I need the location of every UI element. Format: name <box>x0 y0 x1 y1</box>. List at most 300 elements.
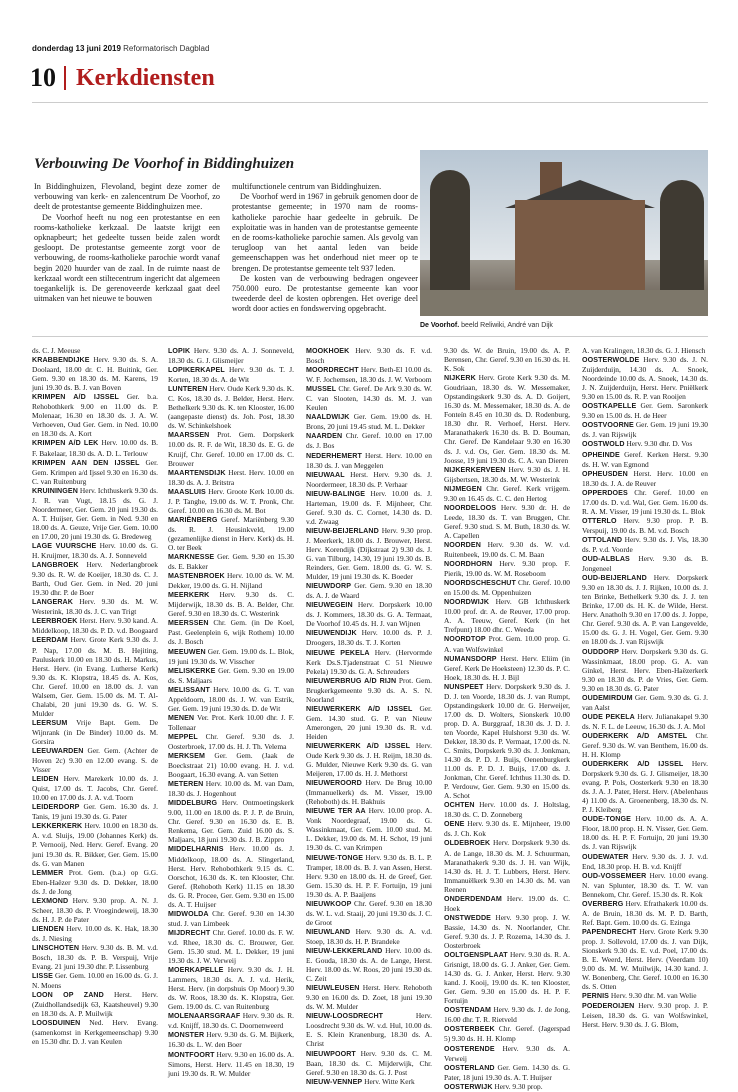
place-name: MERKSEM <box>168 752 205 761</box>
service-times: Herst. Herv. Rehoboth 9.30 en 16.00 ds. D. Zoet, 18 juni 19.30 ds. W. M. Mulder <box>306 983 432 1012</box>
service-times: Herv. 10.00 ds. M. van Dam, 18.30 ds. J. Hogenhout <box>168 779 294 799</box>
listing-entry <box>444 819 570 838</box>
service-times: Herv. 10.00 ds. J. Middelkoop, 18.00 ds. A. Slingerland, Herst. Herv. Rehobothkerk 9.15 ds. C. Oorschot, 16.30 ds. K. ten Klooster, Chr. Geref. (Rehoboth Kerk) 11.15 en 18.30 ds. G. R. Procee, Ger. Gem. 9.30 en 15.00 ds. A. T. Huijser <box>168 844 294 909</box>
place-name: OOSTERLAND <box>444 1063 495 1072</box>
service-times: Herv. 9.30 ds. J. N. Zuijderduijn, 14.30 ds. A. Snoek, Noordeinde 10.00 ds. A. Snoek, 14.30 ds. J. N. Zuijderduijn, Herst. Herv. Pniëlkerk 9.30 en 15.00 ds. R. P. van Rooijen <box>582 355 708 402</box>
listing-entry <box>306 1011 432 1048</box>
listing-entry <box>582 573 708 646</box>
place-name: NIEUWE-TONGE <box>306 853 364 862</box>
place-name: LOPIKERKAPEL <box>168 366 225 375</box>
place-name: NIEUWE PEKELA <box>306 648 370 657</box>
service-times: Herv. 9.30 ds. M. W. Westerink, 18.30 ds. J. C. van Trigt <box>32 597 158 617</box>
place-name: LEIDERDORP <box>32 803 80 812</box>
service-times: Ger. Gem. 9.30 en 19.00 ds. S. Maljaars <box>168 665 294 685</box>
service-times: Ver. Prot. Kerk 10.00 dhr. J. F. Tollenaar <box>168 712 294 732</box>
place-name: LOPIK <box>168 347 191 355</box>
service-times: Geref. Mariënberg 9.30 ds. R. J. Heusinkveld, 19.00 (gezamenlijke dienst in Herv. Kerk) ds. H. O. ter Beek <box>168 514 294 552</box>
service-times: Herv. 10.00 ds. A. A. Floor, 18.00 prop. H. N. Visser, Ger. Gem. 18.00 ds. H. P. F. Fortuijn, 20 juni 19.30 ds. J. van Rijswijk <box>582 814 708 852</box>
service-times: Chr. Geref. 10.00 en 17.00 ds. J. Bos <box>306 431 432 451</box>
service-times: Herv. 9.30 ds. J. H. Gijsbertsen, 18.30 ds. M. W. Westerink <box>444 464 570 484</box>
listing-entry <box>444 346 570 373</box>
listing-entry <box>444 559 570 578</box>
listing-entry <box>32 560 158 597</box>
masthead-date: donderdag 13 juni 2019 <box>32 44 121 53</box>
service-times: Herv. 9.30 ds. J. H. Lammers, 18.30 ds. A. J. v.d. Herik, Herst. Herv. (in dorpshuis Op Moor) 9.30 ds. W. Roos, 18.30 ds. K. Klopstra, Ger. Gem. 19.00 ds. C. van Ruitenburg <box>168 965 294 1012</box>
service-times: Chr. Geref. Kerk vrijgem. 9.30 en 16.45 ds. C. C. den Hertog <box>444 483 570 503</box>
article-column-1 <box>34 182 220 304</box>
place-name: NIEUWPOORT <box>306 1049 356 1058</box>
place-name: NIEUWE TER AA <box>306 807 366 816</box>
listing-entry <box>32 346 158 355</box>
service-times: Herv. 10.00 ds. W. M. Dekker, 19.00 ds. G. H. Nijland <box>168 571 294 591</box>
place-name: MOOKHOEK <box>306 347 350 355</box>
listing-entry <box>306 470 432 489</box>
listing-entry <box>306 648 432 676</box>
place-name: NOORDHORN <box>444 560 493 569</box>
place-name: LEXMOND <box>32 896 69 905</box>
place-name: MEERKERK <box>168 591 210 600</box>
listing-entry <box>306 778 432 806</box>
listing-entry <box>32 597 158 616</box>
listing-entry <box>444 373 570 464</box>
service-times: Herv. 10.00 evang. N. van Splunter, 18.30 ds. T. W. van Bennekom, Chr. Geref. 15.30 ds. R. Kok <box>582 870 708 899</box>
place-name: OUDEMIRDUM <box>582 693 633 702</box>
listing-entry <box>582 647 708 693</box>
place-name: NIEUWENDIJK <box>306 629 357 638</box>
service-times: Herv. 9.30 dr. H. de Leede, 18.30 ds. T. van Bruggen, Chr. Geref. 9.30 stud. S. M. Buth, 18.30 ds. W. A. Capellen <box>444 502 570 540</box>
listing-entry <box>582 899 708 927</box>
place-name: OPHEUSDEN <box>582 469 628 478</box>
place-name: NIEUW-BEIJERLAND <box>306 526 379 535</box>
place-name: PAPENDRECHT <box>582 927 637 936</box>
place-name: MEEUWEN <box>168 647 206 656</box>
service-times: Herv. Julianakapel 9.30 ds. N. F. L. de Leeuw, 16.30 ds. J. A. Mol <box>582 711 708 731</box>
listing-entry <box>168 844 294 908</box>
listing-entry <box>32 541 158 560</box>
service-times: Herst. Herv. 9.30 ds. J. Noordermeer, 18.30 ds. P. Verhaar <box>306 469 432 489</box>
listing-entry <box>168 965 294 1011</box>
listing-entry <box>32 802 158 821</box>
place-name: MENEN <box>168 713 195 722</box>
service-times: Chr. Geref. 9.30 ds. W. van Benthem, 16.00 ds. H. H. Klomp <box>582 730 708 760</box>
article-paragraph: De kosten van de verbouwing bedragen ongeveer 750.000 euro. De protestantse gemeente kan voor tweederde deel de kosten opbrengen. Het overige deel wordt door acties en fondswerving opgebracht. <box>232 273 418 314</box>
service-times: Herv. Dorpskerk 9.30 ds. G. J. Glismeijer, 18.30 evang. P. Pols, Oosterkerk 9.30 en 18.30 ds. J. A. J. Pater, Herst. Herv. (Abelenhaus 4) 11.00 ds. A. Groenenberg, 18.30 ds. N. P. J. Kleiberg <box>582 759 708 815</box>
place-name: OVERBERG <box>582 899 624 908</box>
place-name: OTTERLO <box>582 516 617 525</box>
service-times: Ger. Gem. 19.00 ds. H. Brons, 20 juni 19.45 stud. M. L. Dekker <box>306 412 432 432</box>
listing-entry <box>306 946 432 983</box>
service-times: Herv. 9.30 ds. W. v.d. Ruitenbeek, 19.00 ds. C. M. Baan <box>444 539 570 560</box>
place-name: LEERDAM <box>32 636 68 645</box>
place-name: OOSTKAPELLE <box>582 402 637 411</box>
service-times: Herv. 9.30 ds. R. v.d. Knijff, 18.30 ds. C. Doornenweerd <box>168 1011 294 1031</box>
listing-entry <box>306 1077 432 1087</box>
service-times: Ger. Gem. 9.30 en 18.30 ds. A. J. de Waard <box>306 581 432 601</box>
listing-entry <box>582 488 708 516</box>
listing-entry <box>444 634 570 653</box>
listing-entry <box>582 420 708 439</box>
listing-entry <box>306 489 432 526</box>
listing-entry <box>32 486 158 541</box>
place-name: MARKNESSE <box>168 553 215 562</box>
service-times: Prot. Gem. Brugkerkgemeente 9.30 ds. A. S. N. Noorland <box>306 675 432 704</box>
listing-entry <box>582 693 708 712</box>
listing-entry <box>444 1044 570 1063</box>
service-times: Prot. Gem. (b.a.) op G.G. Eben-Haëzer 9.30 ds. D. Dekker, 18.00 ds. J. de Jong <box>32 867 158 896</box>
listing-entry <box>32 990 158 1018</box>
listing-entry <box>306 431 432 450</box>
listing-entry <box>306 451 432 470</box>
place-name: MEPPEL <box>168 732 198 741</box>
listing-entry <box>582 401 708 420</box>
photo-caption <box>420 322 553 329</box>
caption-title: De Voorhof. <box>420 322 460 329</box>
service-times: Herv. 9.30 prop. A. N. J. Scheer, 18.30 ds. P. Vroegindeweij, 18.30 ds. H. J. P. de Pater <box>32 895 158 924</box>
place-name: MONTFOORT <box>168 1050 215 1059</box>
service-times: Herv. 19.00 ds. C. Hoek <box>444 893 570 913</box>
place-name: OOSTERENDE <box>444 1044 495 1053</box>
service-times: Chr. Geref. 10.00 ds. F. W. v.d. Rhee, 18.30 ds. C. Brouwer, Ger. Gem. 15.30 stud. M. L. Dekker, 19 juni 19.30 ds. J. W. Verweij <box>168 927 294 966</box>
listing-entry <box>306 806 432 852</box>
service-times: Herv. 10.00 ds. B. F. Bakelaar, 18.30 ds. A. D. L. Terlouw <box>32 438 158 458</box>
church-photo <box>420 150 708 316</box>
place-name: NOORDTOP <box>444 635 486 644</box>
service-times: 9.30 ds. W. de Bruin, 19.00 ds. A. P. Berensen, Chr. Geref. 9.30 en 16.30 ds. H. K. Sok <box>444 346 570 374</box>
listing-entry <box>168 384 294 430</box>
service-times: Herv. Nederlangbroek 9.30 ds. R. W. de Koeijer, 18.30 ds. C. J. Barth, Oud Ger. Gem. in Ned. 20 juni 19.30 dhr. P. de Boer <box>32 560 158 598</box>
place-name: MIDDELBURG <box>168 799 218 808</box>
article-paragraph: De Voorhof heeft nu nog een protestantse en een rooms-katholieke kerkzaal. De laatste krijgt een opknapbeurt; het gedeelte tussen beide zalen wordt gesloopt. De protestantse gemeente zorgt voor de verbouwing, de rooms-katholieke parochie wordt vanaf begin 2020 huurder van de zaal. In de ruimte naast de kerkzaal wordt een stiltecentrum ingericht dat algemeen toegankelijk is. De gerenoveerde kerkzaal gaat deel uitmaken van het nieuwe te bouwen <box>34 212 220 304</box>
article-paragraph: De Voorhof werd in 1967 in gebruik genomen door de protestantse gemeente; in 1970 nam de rooms-katholieke parochie haar gedeelte in gebruik. De exploitatie was in handen van de protestantse gemeente en de rooms-katholieke parochie samen. Als gevolg van terugloop van het aantal leden van beide gemeenschappen was het onderhoud niet meer op te brengen. De protestantse gemeente telt 937 leden. <box>232 192 418 273</box>
place-name: LISSE <box>32 972 53 981</box>
listing-column-4 <box>444 346 570 1091</box>
service-times: Herv. Grote Kerk 9.30 ds. M. Goudriaan, 18.30 ds. W. Messemaker, Opstandingskerk 9.30 ds. A. D. Goijert, 16.30 ds. M. Messemaker, 18.30 ds. A. de Fonteín 8.45 en 10.30 ds. D. Rodenburg, 18.30 dhr. R. Verhoef, Herst. Herv. Maranathakerk 16.30 ds. B. D. Bouman, Chr. Geref. De Kandelaar 9.30 en 16.30 ds. J. v.d. Os, Ger. Gem. 18.30 ds. M. Joosse, 19 juni 19.30 ds. C. A. van Dieren <box>444 373 570 465</box>
listing-entry <box>582 927 708 991</box>
place-name: LEIDEN <box>32 775 59 784</box>
service-times: Herv. Ichthuskerk 9.30 ds. J. R. van Vugt, 18.15 ds. G. J. Noordermeer, Ger. Gem. 20 juni 19.30 ds. A. T. Huijser, Ger. Gem. in Ned. 9.30 en 18.00 ds. A. Geuze, Vrije Ger. Gem. 10.00 en 17.00, 20 juni 19.30 ds. G. Bredeweg <box>32 485 158 541</box>
service-times: Herst. Herv. 10.00 en 18.30 ds. A. J. Britstra <box>168 467 294 487</box>
place-name: ONSTWEDDE <box>444 913 492 922</box>
place-name: OUD-VOSSEMEER <box>582 871 647 880</box>
header-rule <box>32 102 708 103</box>
place-name: NIEUWLAND <box>306 927 351 936</box>
service-times: Ger. Gem. 16.30 ds. J. Tanis, 19 juni 19.30 ds. G. Pater <box>32 802 158 822</box>
place-name: LEEUWARDEN <box>32 747 84 756</box>
place-name: LEMMER <box>32 868 64 877</box>
listing-entry <box>168 590 294 618</box>
service-times: Herv. 10.00 en 18.30 ds. A. v.d. Sluijs, 19.00 (Johannes Kerk) ds. P. Vernooij, Ned. Herv. Geref. Evang. 20 juni 19.30 ds. R. Bikker, Ger. Gem. 15.00 ds. G. van Manen <box>32 821 158 868</box>
article-paragraph: In Biddinghuizen, Flevoland, begint deze zomer de verbouwing van kerk- en zalencentrum De Voorhof, zo deelt de protestantse gemeente Biddinghuizen mee. <box>34 182 220 212</box>
listing-entry <box>582 346 708 355</box>
service-times: Ger. Gem. 14.30 stud. G. P. van Nieuw Amerongen, 20 juni 19.30 ds. R. v.d. Heiden <box>306 703 432 741</box>
service-times: Herv. Oude Kerk 9.30 ds. K. C. Kos, 18.30 ds. J. Belder, Herst. Herv. Bethelkerk 9.30 ds. K. ten Klooster, 16.00 (aangepaste dienst) ds. Joh. Post, 18.30 ds. W. Schinkelshoek <box>168 384 294 431</box>
service-times: Herv. 9.30 ds. A. v.d. Stoep, 18.30 ds. H. P. Brandeke <box>306 926 432 946</box>
place-name: MEERSSEN <box>168 619 209 628</box>
place-name: NOORDSCHESCHUT <box>444 579 516 588</box>
place-name: LEKKERKERK <box>32 822 83 831</box>
place-name: LEERBROEK <box>32 617 78 626</box>
service-times: Geref. Kerken Herst. 9.30 ds. H. W. van Egmond <box>582 449 708 469</box>
place-name: OOSTERWIJK <box>444 1082 493 1091</box>
listing-entry <box>168 751 294 779</box>
listing-entry <box>168 779 294 798</box>
listing-entry <box>306 853 432 899</box>
service-times: Chr. Geref. 10.00 en 17.00 ds. D. v.d. Wal, Ger. Gem. 16.00 ds. R. A. M. Visser, 19 juni 19.30 ds. L. Blok <box>582 487 708 516</box>
listing-entry <box>168 487 294 515</box>
service-times: Herv. 10.00 prop. A. Vonk Noordegraaf, 19.00 ds. G. Wassinkmaat, Ger. Gem. 10.00 stud. M. L. Dekker, 19.00 ds. M. H. Schot, 19 juni 19.30 ds. C. van Krimpen <box>306 806 432 853</box>
service-times: Herv. 9.30 ds. F. v.d. Bosch <box>306 346 432 366</box>
place-name: KRUININGEN <box>32 486 78 495</box>
service-times: Ger. Gem. 9.30 ds. G. J. van Aalst <box>582 692 708 712</box>
listing-entry <box>168 732 294 751</box>
service-times: Herv. Groote Kerk 10.00 ds. J. P. Tanghe, 19.00 ds. W. T. Pronk, Chr. Geref. 10.00 en 16.30 ds. M. Bot <box>168 486 294 515</box>
service-times: Herv. 9.30 prop. J. W. Bassie, 14.30 ds. N. Noorlander, Chr. Geref. 9.30 ds. J. P. Rozema, 14.30 ds. J. Oosterbroek <box>444 912 570 950</box>
place-name: METEREN <box>168 780 204 789</box>
service-times: Herst. Herv. 10.00 en 18.30 ds. J. A. de Reuver <box>582 468 708 488</box>
listing-entry <box>582 516 708 535</box>
service-times: Ned. Herv. Evang. (samenkomst in Kerkgemeenschap) 9.30 en 15.30 dhr. D. J. van Keulen <box>32 1018 158 1047</box>
service-times: Herv. Dorpskerk 10.00 ds. J. Kommers, 18.30 ds. G. A. Termaat, De Voorhof 10.45 ds. H. J. van Wijnen <box>306 600 432 629</box>
place-name: MIDWOLDA <box>168 909 209 918</box>
place-name: ONDERDENDAM <box>444 894 502 903</box>
place-name: LUNTEREN <box>168 385 208 394</box>
service-times: Herv. 9.30 ds. J. Vis, 18.30 ds. P. v.d. Voorde <box>582 534 708 554</box>
service-times: Herv. 9.30 ds. E. Mijnheer, 19.00 ds. J. Ch. Kok <box>444 819 570 839</box>
section-separator <box>64 66 66 90</box>
listing-entry <box>168 552 294 571</box>
place-name: MUSSEL <box>306 385 337 394</box>
place-name: NIEUW-LOOSDRECHT <box>306 1012 384 1021</box>
place-name: PERNIS <box>582 992 610 1001</box>
listing-entry <box>306 346 432 365</box>
service-times: Herv. 10.00 ds. K. Hak, 18.30 ds. J. Niesing <box>32 923 158 943</box>
listing-entry <box>32 868 158 896</box>
listing-entry <box>306 628 432 647</box>
place-name: MELISKERKE <box>168 666 216 675</box>
service-times: Herv. Dorpskerk 9.30 ds. A. de Lange, 18.30 ds. M. J. Schuurman, Maranathakerk 9.30 ds. J. H. van Wijk, 14.30 ds. H. J. T. Lubbers, Herst. Herv. Immanuëlkerk 9.30 en 14.30 ds. M. van Reenen <box>444 838 570 894</box>
listing-entry <box>306 741 432 778</box>
page-number: 10 <box>30 63 56 92</box>
place-name: OOSTVOORNE <box>582 421 634 430</box>
listing-entry <box>582 469 708 488</box>
service-times: Herv. 9.30 dhr. D. Vos <box>626 439 693 449</box>
listing-entry <box>444 1005 570 1024</box>
place-name: KRIMPEN A/D IJSSEL <box>32 393 119 402</box>
listing-entry <box>168 1030 294 1049</box>
place-name: OENE <box>444 820 465 829</box>
service-times: Herv. 9.30 ds. S. A. Doolaard, 18.00 dr. C. H. Buitink, Ger. Gem. 9.30 en 18.30 ds. M. Karens, 19 juni 19.30 ds. B. J. van Boven <box>32 355 158 393</box>
place-name: NIJMEGEN <box>444 484 482 493</box>
place-name: OOSTWOLD <box>582 440 625 449</box>
listing-entry <box>32 821 158 867</box>
service-times: Chr. Geref. (Jagerspad 5) 9.30 ds. H. H. Klomp <box>444 1024 570 1044</box>
service-times: Herst. Herv. 9.30 kand. A. Middelkoop, 18.30 ds. P. D. v.d. Boogaard <box>32 616 159 636</box>
service-times: Herv. 10.00 ds. E. Gouda, 18.30 ds. A. de Lange, Herst. Herv. 18.00 ds. W. Roos, 20 juni 19.30 ds. C. Zeit <box>306 946 432 984</box>
listing-entry <box>168 685 294 713</box>
service-times: Ger. Gem. 14.30 ds. G. Pater, 18 juni 19.30 ds. A. T. Huijser <box>444 1062 570 1082</box>
service-times: Herv. Dorpskerk 9.30 ds. G. Wassinkmaat, 18.00 prop. G. A. van Ginkel, Herst. Herv. Eben-Haëzerkerk 9.30 en 18.30 ds. P. de Vries, Ger. Gem. 9.30 en 18.30 ds. G. Pater <box>582 646 708 693</box>
listing-entry <box>32 774 158 802</box>
listing-entry <box>32 438 158 457</box>
place-name: OPHEINDE <box>582 450 620 459</box>
listing-entry <box>32 1018 158 1046</box>
service-times: Chr. Geref. 9.30 en 14.30 stud. J. van Limbeek <box>168 908 294 928</box>
listing-entry <box>168 1050 294 1078</box>
listing-entry <box>582 871 708 899</box>
masthead <box>32 44 209 53</box>
place-name: OOSTERBEEK <box>444 1025 495 1034</box>
place-name: NAARDEN <box>306 432 343 441</box>
place-name: OLDEBROEK <box>444 839 491 848</box>
photo-tree-left <box>430 170 470 300</box>
listing-entry <box>306 412 432 431</box>
place-name: OTTOLAND <box>582 535 623 544</box>
listing-entry <box>444 1063 570 1082</box>
service-times: Prot. Gem. 10.00 prop. G. A. van Wolfswinkel <box>444 634 570 654</box>
service-times: Herv. 9.30 ds. G. M. Bijkerk, 16.30 ds. L. W. den Boer <box>168 1030 294 1050</box>
service-times: Herv. 9.30 dhr. M. van Welie <box>610 991 697 1001</box>
service-times: Herv. 9.30 ds. R. A. Grisnigt, 18.00 ds. G. J. Anker, Ger. Gem. 14.30 ds. G. J. Anker, Herst. Herv. 9.30 kand. J. Kooij, 19.00 ds. K. ten Klooster, Ger. Gem. 9.30 en 15.00 ds. H. P. F. Fortuijn <box>444 950 570 1006</box>
service-times: Chr. Geref. 10.00 en 15.00 ds. M. Oppenhuizen <box>444 578 570 598</box>
article-column-2 <box>232 182 418 315</box>
place-name: NIEUW-VENNEP <box>306 1077 363 1086</box>
service-times: Herv. Dorpskerk 9.30 ds. J. D. J. ten Voorde, 18.30 ds. J. van Rumpt, Opstandingskerk 10.00 dr. G. Herweijer, 17.00 ds. D. Wolters, Sionskerk 10.00 prop. D. A. Burggraaf, 18.30 ds. J. D. J. ten Voorde, Kapel Hulshorst 9.30 ds. W. Dekker, 18.30 ds. P. Vermaat, 17.00 ds. N. C. Smits, Dorpskerk 9.30 ds. J. Jonkman, 14.30 ds. P. D. J. Buijs, Oenenburgkerk 11.00 ds. P. D. J. Buijs, 17.00 ds. J. Jonkman, Chr. Geref. Ichthus 11.30 ds. D. P. Verdouw, Ger. Gem. 9.30 en 15.00 ds. A. Schot <box>444 681 570 801</box>
place-name: NOORDELOOS <box>444 503 497 512</box>
place-name: MAARSSEN <box>168 431 210 440</box>
place-name: NIJKERK <box>444 374 476 383</box>
service-times: Ger. b.a. Rehobothkerk 9.00 en 11.00 ds. P. Molenaar, 16.30 en 18.30 ds. J. A. W. Verhoeven, Oud Ger. Gem. in Ned. 10.00 en 18.30 ds. A. Kort <box>32 392 158 439</box>
place-name: MARIËNBERG <box>168 515 218 524</box>
listing-entry <box>444 654 570 682</box>
place-name: MASTENBROEK <box>168 572 225 581</box>
listing-entry <box>582 554 708 573</box>
place-name: NIEUWAAL <box>306 470 345 479</box>
listing-entry <box>168 430 294 467</box>
service-times: Ger. Gem. 9.30 en 15.30 ds. E. Bakker <box>168 552 294 572</box>
service-times: ds. C. J. Meeuse <box>32 346 81 355</box>
service-times: Herv. Efrathakerk 10.00 ds. A. de Bruin, 18.30 ds. M. P. D. Barth, Ref. Bapt. Gem. 10.00 ds. G. Ezinga <box>582 898 708 927</box>
place-name: KRIMPEN A/D LEK <box>32 439 99 448</box>
service-times: Herv. Dorpskerk 9.30 en 18.30 ds. J. J. Rijken, 10.00 ds. J. ten Brinke, Bethelkerk 9.30 ds. J. J. ten Brinke, 17.00 ds. H. K. de Wilde, Herst. Herv. Anatholh 9.30 en 17.00 ds. J. Joppe, Chr. Geref. 9.30 ds. A. P. van Langevelde, 15.00 ds. G. J. H. Vogel, Ger. Gem. 9.30 en 18.00 ds. J. van Rijswijk <box>582 573 708 647</box>
service-times: Chr. Geref. 9.30 en 18.30 ds. W. L. v.d. Staaij, 20 juni 19.30 ds. J. C. de Groot <box>306 898 433 927</box>
service-times: Ger. Gem. Saronkerk 9.30 en 15.00 ds. H. de Heer <box>582 401 708 421</box>
listing-entry <box>582 439 708 449</box>
listing-entry <box>444 540 570 559</box>
service-times: Herst. Herv. 10.00 en 18.30 ds. J. van Meggelen <box>306 450 432 470</box>
listing-entry <box>444 838 570 893</box>
service-times: Ger. Gem. 19.00 ds. L. Blok, 19 juni 19.30 ds. W. Visscher <box>168 646 294 666</box>
place-name: NIEUWDORP <box>306 582 352 591</box>
listing-entry <box>582 535 708 554</box>
service-times: Herv. Ontmoetingskerk 9.00, 11.00 en 18.00 ds. P. J. P. de Bruin, Chr. Geref. 9.30 en 16.30 ds. E. B. Renkema, Ger. Gem. Zuid 16.00 ds. S. Maljaars, 18 juni 19.30 ds. J. B. Zippro <box>168 798 294 845</box>
listing-entry <box>32 392 158 438</box>
listing-entry <box>306 365 432 384</box>
listing-entry <box>582 712 708 731</box>
listing-entry <box>582 814 708 851</box>
service-times: Herst. Herv. Eliim (in Geref. Kerk De Hoeksteen) 12.30 ds. P. C. Hoek, 18.30 ds. H. J. Bijl <box>444 653 570 682</box>
service-times: Herv. 9.30 prop. <box>494 1081 543 1091</box>
service-times: Chr. Geref. 9.30 ds. J. Oosterbroek, 17.00 ds. H. J. Th. Velema <box>168 731 294 751</box>
service-times: Herv. Marekerk 10.00 ds. J. Quist, 17.00 ds. T. Jacobs, Chr. Geref. 10.00 en 17.00 ds. J. A. v.d. Toorn <box>32 774 158 803</box>
article-headline: Verbouwing De Voorhof in Biddinghuizen <box>34 156 295 172</box>
service-times: Herv. 9.30 prop. F. Pierik, 19.00 ds. W. M. Roseboom <box>444 559 570 579</box>
service-times: Chr. Geref. De Ark 9.30 ds. W. C. van Slooten, 14.30 ds. M. J. van Keulen <box>306 384 432 413</box>
listing-entry <box>444 1024 570 1043</box>
place-name: MIDDELHARNIS <box>168 845 224 854</box>
service-times: Herv. 9.30 ds. B. Jongeneel <box>582 554 708 574</box>
listing-entry <box>444 484 570 503</box>
service-times: Ger. Gem. Krimpen a/d Ijssel 9.30 en 16.30 ds. C. van Ruitenburg <box>32 457 158 486</box>
listing-entry <box>168 468 294 487</box>
listing-entry <box>582 852 708 871</box>
section-header <box>30 64 215 92</box>
listing-column-1 <box>32 346 158 1060</box>
service-times: Herv. Grote Kerk 9.30 prop. J. Sollevold, 17.00 ds. J. van Dijk, Sionskerk 9.30 ds. E. v.d. Poel, 17.00 ds. B. E. Weerd, Herst. Herv. (Veerdam 10) 9.00 ds. M. W. Muilwijk, 14.30 kand. J. W. Bonenberg, Chr. Geref. 10.00 en 16.30 ds. S. Otten <box>582 926 708 992</box>
photo-building <box>515 200 645 295</box>
listing-entry <box>306 384 432 412</box>
listing-entry <box>168 798 294 844</box>
listing-entry <box>306 899 432 927</box>
place-name: OUD-ALBLAS <box>582 555 630 564</box>
place-name: OOSTERWOLDE <box>582 356 640 365</box>
listing-entry <box>168 365 294 384</box>
place-name: NOORDEN <box>444 540 481 549</box>
service-times: Herv. 10.00 ds. G. T. van Appeldoorn, 18.00 ds. J. W. van Estrik, Ger. Gem. 19 juni 19.30 ds. D. de Wit <box>168 684 294 713</box>
listing-entry <box>306 1049 432 1077</box>
listing-column-3 <box>306 346 433 1086</box>
service-times: Herv. Grote Kerk 9.30 ds. J. P. Nap, 17.00 ds. M. B. Hejiting, Pauluskerk 10.00 en 18.30 ds. H. Markus, Herst. Herv. (in Evang. Lutherse Kerk) 9.30 ds. K. Klopstra, 18.45 ds. A. Kos, Chr. Geref. 10.00 en 18.00 ds. J. van Walsem, Ger. Gem. 15.00 ds. M. T. Al-Chalabi, 20 juni 19.30 ds. G. W. S. Mulder <box>32 635 158 718</box>
listing-entry <box>32 896 158 924</box>
service-times: Herv. 9.30 ds. B. M. v.d. Bosch, 18.30 ds. P. B. Verspuij, Vrije Evang. 21 juni 19.30 dhr. P. Lissenburg <box>32 943 158 972</box>
place-name: NIEUWERKERK A/D IJSSEL <box>306 704 413 713</box>
article-divider <box>32 336 708 337</box>
listing-entry <box>168 571 294 590</box>
service-times: Herv. Witte Kerk <box>364 1076 415 1086</box>
service-times: Herv. (Hervormde Kerk Ds.S.Tjadenstraat C 51 Nieuwe Pekela) 19.30 ds. G. A. Schreuders <box>306 647 432 676</box>
service-times: Ger. Gem. (Achter de Hoven 2c) 9.30 en 12.00 evang. S. de Visser <box>32 746 158 775</box>
place-name: LANGBROEK <box>32 561 79 570</box>
place-name: MOERKAPELLE <box>168 966 224 975</box>
listing-entry <box>582 759 708 814</box>
listing-entry <box>444 503 570 540</box>
listing-entry <box>306 704 432 741</box>
place-name: OOLTGENSPLAAT <box>444 951 508 960</box>
service-times: Herv. 9.30 ds. J. J. v.d. End, 18.30 prop. H. B. v.d. Knijff <box>582 851 708 871</box>
place-name: NAALDWIJK <box>306 413 350 422</box>
place-name: LINSCHOTEN <box>32 944 80 952</box>
listing-entry <box>306 676 432 704</box>
place-name: OCHTEN <box>444 801 475 810</box>
place-name: OUD-BEIJERLAND <box>582 574 647 583</box>
listing-entry <box>306 581 432 600</box>
place-name: NOORDWIJK <box>444 598 490 607</box>
place-name: NUNSPEET <box>444 682 484 691</box>
listing-entry <box>444 578 570 597</box>
listing-entry <box>32 355 158 392</box>
service-times: Herv. 10.00 ds. J. Holtslag, 18.30 ds. C. D. Zonneberg <box>444 800 570 820</box>
place-name: NUMANSDORP <box>444 654 497 663</box>
listing-column-5 <box>582 346 708 1060</box>
place-name: OUDDORP <box>582 647 619 656</box>
place-name: LIENDEN <box>32 924 64 933</box>
service-times: Ger. Gem. (Jaak de Boeckstraat 21) 10.00 evang. H. J. v.d. Boogaart, 16.30 evang. A. van Setten <box>168 751 294 780</box>
place-name: NIEUWERBRUG A/D RIJN <box>306 676 397 685</box>
listing-entry <box>444 597 570 634</box>
service-times: Herv. 10.00 ds. P. J. Droogers, 18.30 ds. T. J. Korten <box>306 628 432 648</box>
listing-entry <box>168 713 294 732</box>
service-times: Herst. Herv. (Zuidhollandsedijk 63, Kaatsheuvel) 9.30 en 18.30 ds. A. P. Muilwijk <box>32 990 158 1019</box>
listing-entry <box>168 666 294 685</box>
